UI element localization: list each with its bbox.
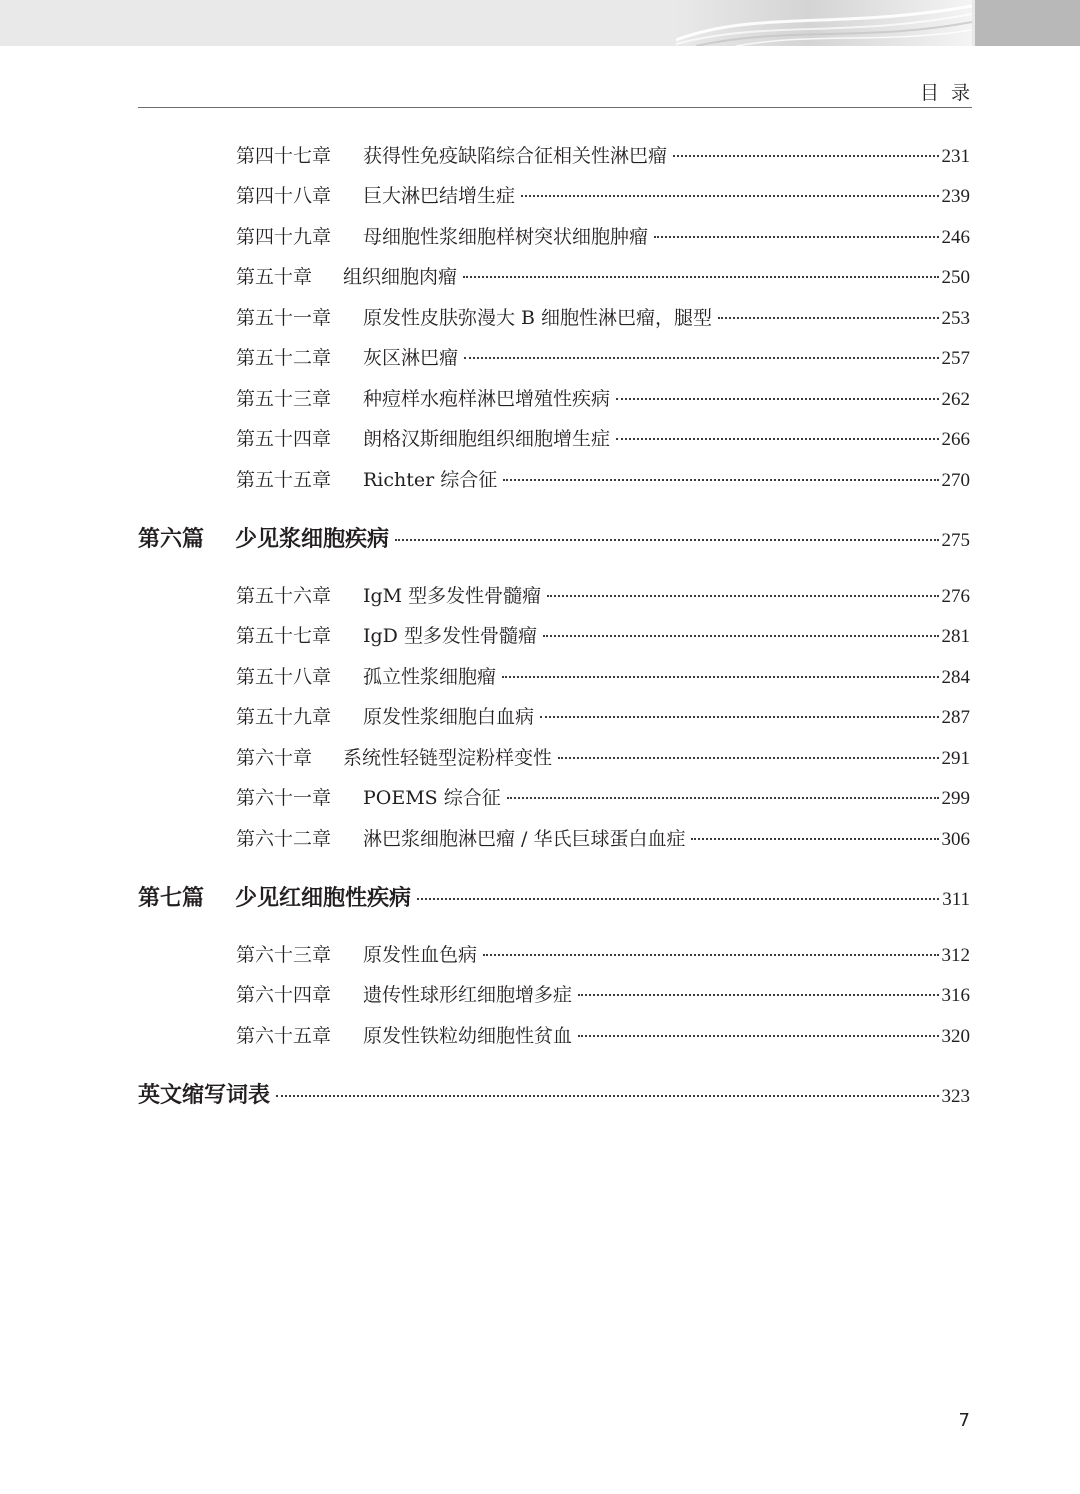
- toc-entry-chapter-52[interactable]: [236, 343, 970, 369]
- dot-leader: [503, 479, 938, 481]
- page-folio: 7: [958, 1410, 970, 1431]
- page-number: 312: [941, 945, 970, 966]
- chapter-title: 原发性铁粒幼细胞性贫血: [363, 1025, 573, 1047]
- page-number: 262: [941, 389, 970, 410]
- dot-leader: [654, 236, 938, 238]
- dot-leader: [578, 1035, 938, 1037]
- chapter-number: 第六十三章: [236, 944, 332, 966]
- dot-leader: [616, 398, 938, 400]
- dot-leader: [395, 539, 938, 541]
- chapter-number: 第六十二章: [236, 828, 332, 850]
- chapter-number: 第五十一章: [236, 307, 332, 329]
- chapter-title: 获得性免疫缺陷综合征相关性淋巴瘤: [363, 145, 668, 167]
- toc-entry-chapter-56[interactable]: [236, 581, 970, 607]
- dot-leader: [540, 716, 938, 718]
- toc-entry-chapter-51[interactable]: [236, 303, 970, 329]
- dot-leader: [616, 438, 938, 440]
- chapter-title: 系统性轻链型淀粉样变性: [343, 747, 553, 769]
- page-number: 257: [941, 348, 970, 369]
- toc-entry-chapter-48[interactable]: [236, 181, 970, 207]
- page-number: 281: [941, 626, 970, 647]
- page-number: 299: [941, 788, 970, 809]
- part-title: 少见红细胞性疾病: [235, 886, 412, 911]
- page-number: 323: [941, 1086, 970, 1107]
- chapter-number: 第六十章: [236, 747, 313, 769]
- chapter-title: 朗格汉斯细胞组织细胞增生症: [363, 428, 611, 450]
- toc-entry-chapter-55[interactable]: [236, 465, 970, 491]
- chapter-number: 第五十七章: [236, 625, 332, 647]
- header-corner-block: [975, 0, 1080, 46]
- page-number: 316: [941, 985, 970, 1006]
- page-number: 250: [941, 267, 970, 288]
- header-swoosh-graphic: [676, 0, 972, 46]
- chapter-number: 第五十八章: [236, 666, 332, 688]
- chapter-number: 第五十六章: [236, 585, 332, 607]
- part-number: 第六篇: [138, 527, 205, 552]
- chapter-number: 第六十五章: [236, 1025, 332, 1047]
- page-number: 246: [941, 227, 970, 248]
- page-number: 284: [941, 667, 970, 688]
- page-number: 231: [941, 146, 970, 167]
- page-number: 291: [941, 748, 970, 769]
- chapter-title: 母细胞性浆细胞样树突状细胞肿瘤: [363, 226, 649, 248]
- part-title: 少见浆细胞疾病: [235, 527, 390, 552]
- dot-leader: [547, 595, 938, 597]
- chapter-title: 组织细胞肉瘤: [343, 266, 458, 288]
- part-number: 第七篇: [138, 886, 205, 911]
- dot-leader: [463, 276, 938, 278]
- toc-entry-chapter-58[interactable]: [236, 662, 970, 688]
- page-number: 276: [941, 586, 970, 607]
- header-rule: [138, 107, 972, 108]
- chapter-number: 第五十章: [236, 266, 313, 288]
- chapter-title: IgD 型多发性骨髓瘤: [363, 625, 537, 647]
- chapter-number: 第五十九章: [236, 706, 332, 728]
- toc-entry-chapter-59[interactable]: [236, 702, 970, 728]
- chapter-title: IgM 型多发性骨髓瘤: [363, 585, 542, 607]
- page-number: 287: [941, 707, 970, 728]
- chapter-number: 第六十一章: [236, 787, 332, 809]
- toc-entry-chapter-61[interactable]: [236, 783, 970, 809]
- chapter-title: 淋巴浆细胞淋巴瘤 / 华氏巨球蛋白血症: [363, 828, 686, 850]
- chapter-title: 灰区淋巴瘤: [363, 347, 459, 369]
- chapter-title: 原发性浆细胞白血病: [363, 706, 535, 728]
- chapter-title: 原发性血色病: [363, 944, 478, 966]
- dot-leader: [417, 898, 939, 900]
- dot-leader: [276, 1095, 938, 1097]
- chapter-number: 第四十七章: [236, 145, 332, 167]
- dot-leader: [483, 954, 938, 956]
- page-number: 253: [941, 308, 970, 329]
- page-number: 311: [942, 889, 970, 910]
- chapter-number: 第四十八章: [236, 185, 332, 207]
- running-head: 目录: [919, 82, 982, 104]
- page-number: 239: [941, 186, 970, 207]
- chapter-title: POEMS 综合征: [363, 787, 501, 809]
- dot-leader: [691, 838, 938, 840]
- toc-entry-chapter-54[interactable]: [236, 424, 970, 450]
- dot-leader: [464, 357, 938, 359]
- toc-entry-part-6[interactable]: [138, 522, 970, 552]
- toc-entry-chapter-50[interactable]: [236, 262, 970, 288]
- chapter-number: 第五十五章: [236, 469, 332, 491]
- toc-entry-abbreviations[interactable]: [138, 1078, 970, 1108]
- page-number: 320: [941, 1026, 970, 1047]
- page-number: 306: [941, 829, 970, 850]
- dot-leader: [578, 994, 938, 996]
- chapter-number: 第五十二章: [236, 347, 332, 369]
- dot-leader: [673, 155, 938, 157]
- chapter-title: 原发性皮肤弥漫大 B 细胞性淋巴瘤，腿型: [363, 307, 713, 329]
- toc-entry-chapter-47[interactable]: [236, 141, 970, 167]
- dot-leader: [502, 676, 938, 678]
- chapter-title: Richter 综合征: [363, 469, 498, 491]
- chapter-title: 种痘样水疱样淋巴增殖性疾病: [363, 388, 611, 410]
- toc-entry-chapter-64[interactable]: [236, 980, 970, 1006]
- toc-entry-chapter-62[interactable]: [236, 824, 970, 850]
- toc-entry-chapter-49[interactable]: [236, 222, 970, 248]
- toc-entry-chapter-63[interactable]: [236, 940, 970, 966]
- chapter-number: 第五十三章: [236, 388, 332, 410]
- appendix-title: 英文缩写词表: [138, 1083, 271, 1108]
- chapter-number: 第六十四章: [236, 984, 332, 1006]
- page-number: 275: [941, 530, 970, 551]
- chapter-number: 第五十四章: [236, 428, 332, 450]
- dot-leader: [507, 797, 939, 799]
- toc-entry-chapter-57[interactable]: [236, 621, 970, 647]
- dot-leader: [521, 195, 938, 197]
- chapter-number: 第四十九章: [236, 226, 332, 248]
- dot-leader: [558, 757, 938, 759]
- dot-leader: [543, 635, 939, 637]
- toc-entry-chapter-65[interactable]: [236, 1021, 970, 1047]
- toc-entry-chapter-60[interactable]: [236, 743, 970, 769]
- chapter-title: 孤立性浆细胞瘤: [363, 666, 497, 688]
- toc-entry-chapter-53[interactable]: [236, 384, 970, 410]
- chapter-title: 巨大淋巴结增生症: [363, 185, 516, 207]
- page-number: 270: [941, 470, 970, 491]
- dot-leader: [718, 317, 938, 319]
- page-number: 266: [941, 429, 970, 450]
- chapter-title: 遗传性球形红细胞增多症: [363, 984, 573, 1006]
- toc-entry-part-7[interactable]: [138, 881, 970, 911]
